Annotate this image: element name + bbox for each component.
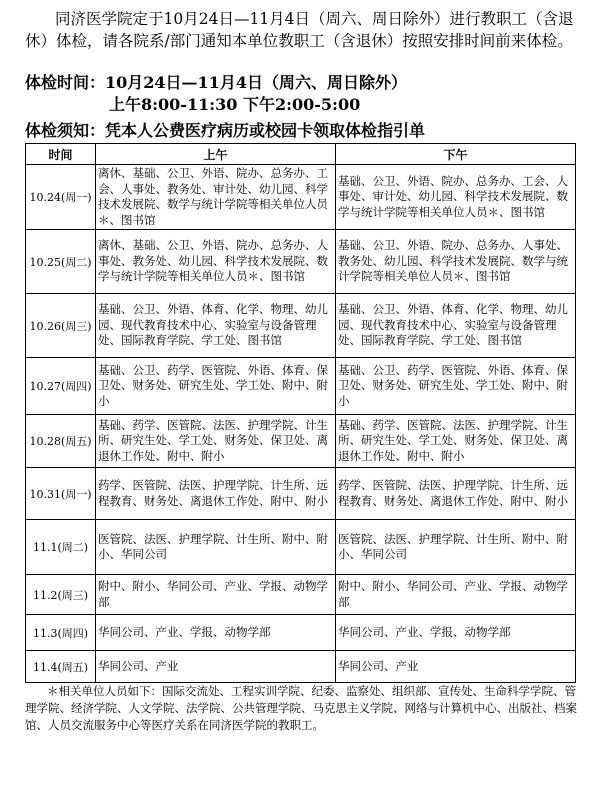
row-date: 11.3(周四) (26, 615, 96, 651)
row-date: 11.2(周三) (26, 575, 96, 615)
row-pm-units: 医管院、法医、护理学院、计生所、附中、附小、华同公司 (336, 520, 576, 575)
header-am: 上午 (96, 144, 336, 165)
row-pm-units: 附中、附小、华同公司、产业、学报、动物学部 (336, 575, 576, 615)
table-row (26, 520, 576, 575)
notice-text: 凭本人公费医疗病历或校园卡领取体检指引单 (105, 121, 426, 140)
table-row (26, 294, 576, 358)
row-date: 10.27(周四) (26, 358, 96, 415)
row-am-units: 基础、公卫、药学、医管院、外语、体育、保卫处、财务处、研究生处、学工处、附中、附小 (96, 358, 336, 415)
exam-time-dates: 10月24日—11月4日（周六、周日除外） (105, 73, 407, 92)
row-pm-units: 华同公司、产业 (336, 651, 576, 683)
footnote: ＊相关单位人员如下：国际交流处、工程实训学院、纪委、监察处、组织部、宣传处、生命科学学院、管理学院、经济学院、人文学院、法学院、公共管理学院、马克思主义学院、网络与计算机中心、出版社、档案馆、人员交流服务中心等医疗关系在同济医学院的教职工。 (25, 684, 577, 732)
table-row (26, 415, 576, 468)
row-date: 10.31(周一) (26, 468, 96, 520)
notice-line (25, 120, 425, 142)
row-date: 11.1(周二) (26, 520, 96, 575)
row-pm-units: 基础、公卫、药学、医管院、外语、体育、保卫处、财务处、研究生处、学工处、附中、附小 (336, 358, 576, 415)
row-date: 10.25(周二) (26, 230, 96, 294)
row-pm-units: 基础、公卫、外语、体育、化学、物理、幼儿园、现代教育技术中心、实验室与设备管理处、国际教育学院、学工处、图书馆 (336, 294, 576, 358)
row-am-units: 医管院、法医、护理学院、计生所、附中、附小、华同公司 (96, 520, 336, 575)
intro-paragraph: 同济医学院定于10月24日—11月4日（周六、周日除外）进行教职工（含退休）体检，请各院系/部门通知本单位教职工（含退休）按照安排时间前来体检。 (25, 10, 574, 50)
row-pm-units: 基础、药学、医管院、法医、护理学院、计生所、研究生处、学工处、财务处、保卫处、离退休工作处、附中、附小 (336, 415, 576, 468)
row-date: 10.24(周一) (26, 165, 96, 230)
row-date: 10.28(周五) (26, 415, 96, 468)
row-pm-units: 基础、公卫、外语、院办、总务办、工会、人事处、审计处、幼儿园、科学技术发展院、数学与统计学院等相关单位人员＊、图书馆 (336, 165, 576, 230)
header-pm: 下午 (336, 144, 576, 165)
table-row (26, 615, 576, 651)
table-row (26, 165, 576, 230)
row-am-units: 华同公司、产业、学报、动物学部 (96, 615, 336, 651)
row-am-units: 离休、基础、公卫、外语、院办、总务办、人事处、教务处、幼儿园、科学技术发展院、数学与统计学院等相关单位人员＊、图书馆 (96, 230, 336, 294)
table-row (26, 651, 576, 683)
row-am-units: 华同公司、产业 (96, 651, 336, 683)
table-header-row (26, 144, 576, 165)
row-am-units: 离休、基础、公卫、外语、院办、总务办、工会、人事处、教务处、审计处、幼儿园、科学技术发展院、数学与统计学院等相关单位人员＊、图书馆 (96, 165, 336, 230)
table-row (26, 358, 576, 415)
exam-time-label: 体检时间： (25, 73, 106, 92)
row-am-units: 基础、公卫、外语、体育、化学、物理、幼儿园、现代教育技术中心、实验室与设备管理处、国际教育学院、学工处、图书馆 (96, 294, 336, 358)
row-pm-units: 华同公司、产业、学报、动物学部 (336, 615, 576, 651)
header-date: 时间 (26, 144, 96, 165)
schedule-table (25, 143, 576, 683)
row-am-units: 药学、医管院、法医、护理学院、计生所、远程教育、财务处、离退休工作处、附中、附小 (96, 468, 336, 520)
table-row (26, 575, 576, 615)
row-pm-units: 药学、医管院、法医、护理学院、计生所、远程教育、财务处、离退休工作处、附中、附小 (336, 468, 576, 520)
row-am-units: 附中、附小、华同公司、产业、学报、动物学部 (96, 575, 336, 615)
exam-time-hours: 上午8:00-11:30 下午2:00-5:00 (109, 95, 361, 114)
table-row (26, 468, 576, 520)
row-pm-units: 基础、公卫、外语、院办、总务办、人事处、教务处、幼儿园、科学技术发展院、数学与统计学院等相关单位人员＊、图书馆 (336, 230, 576, 294)
row-date: 11.4(周五) (26, 651, 96, 683)
row-am-units: 基础、药学、医管院、法医、护理学院、计生所、研究生处、学工处、财务处、保卫处、离退休工作处、附中、附小 (96, 415, 336, 468)
row-date: 10.26(周三) (26, 294, 96, 358)
table-row (26, 230, 576, 294)
notice-label: 体检须知： (25, 121, 106, 140)
exam-time-line (25, 72, 407, 94)
